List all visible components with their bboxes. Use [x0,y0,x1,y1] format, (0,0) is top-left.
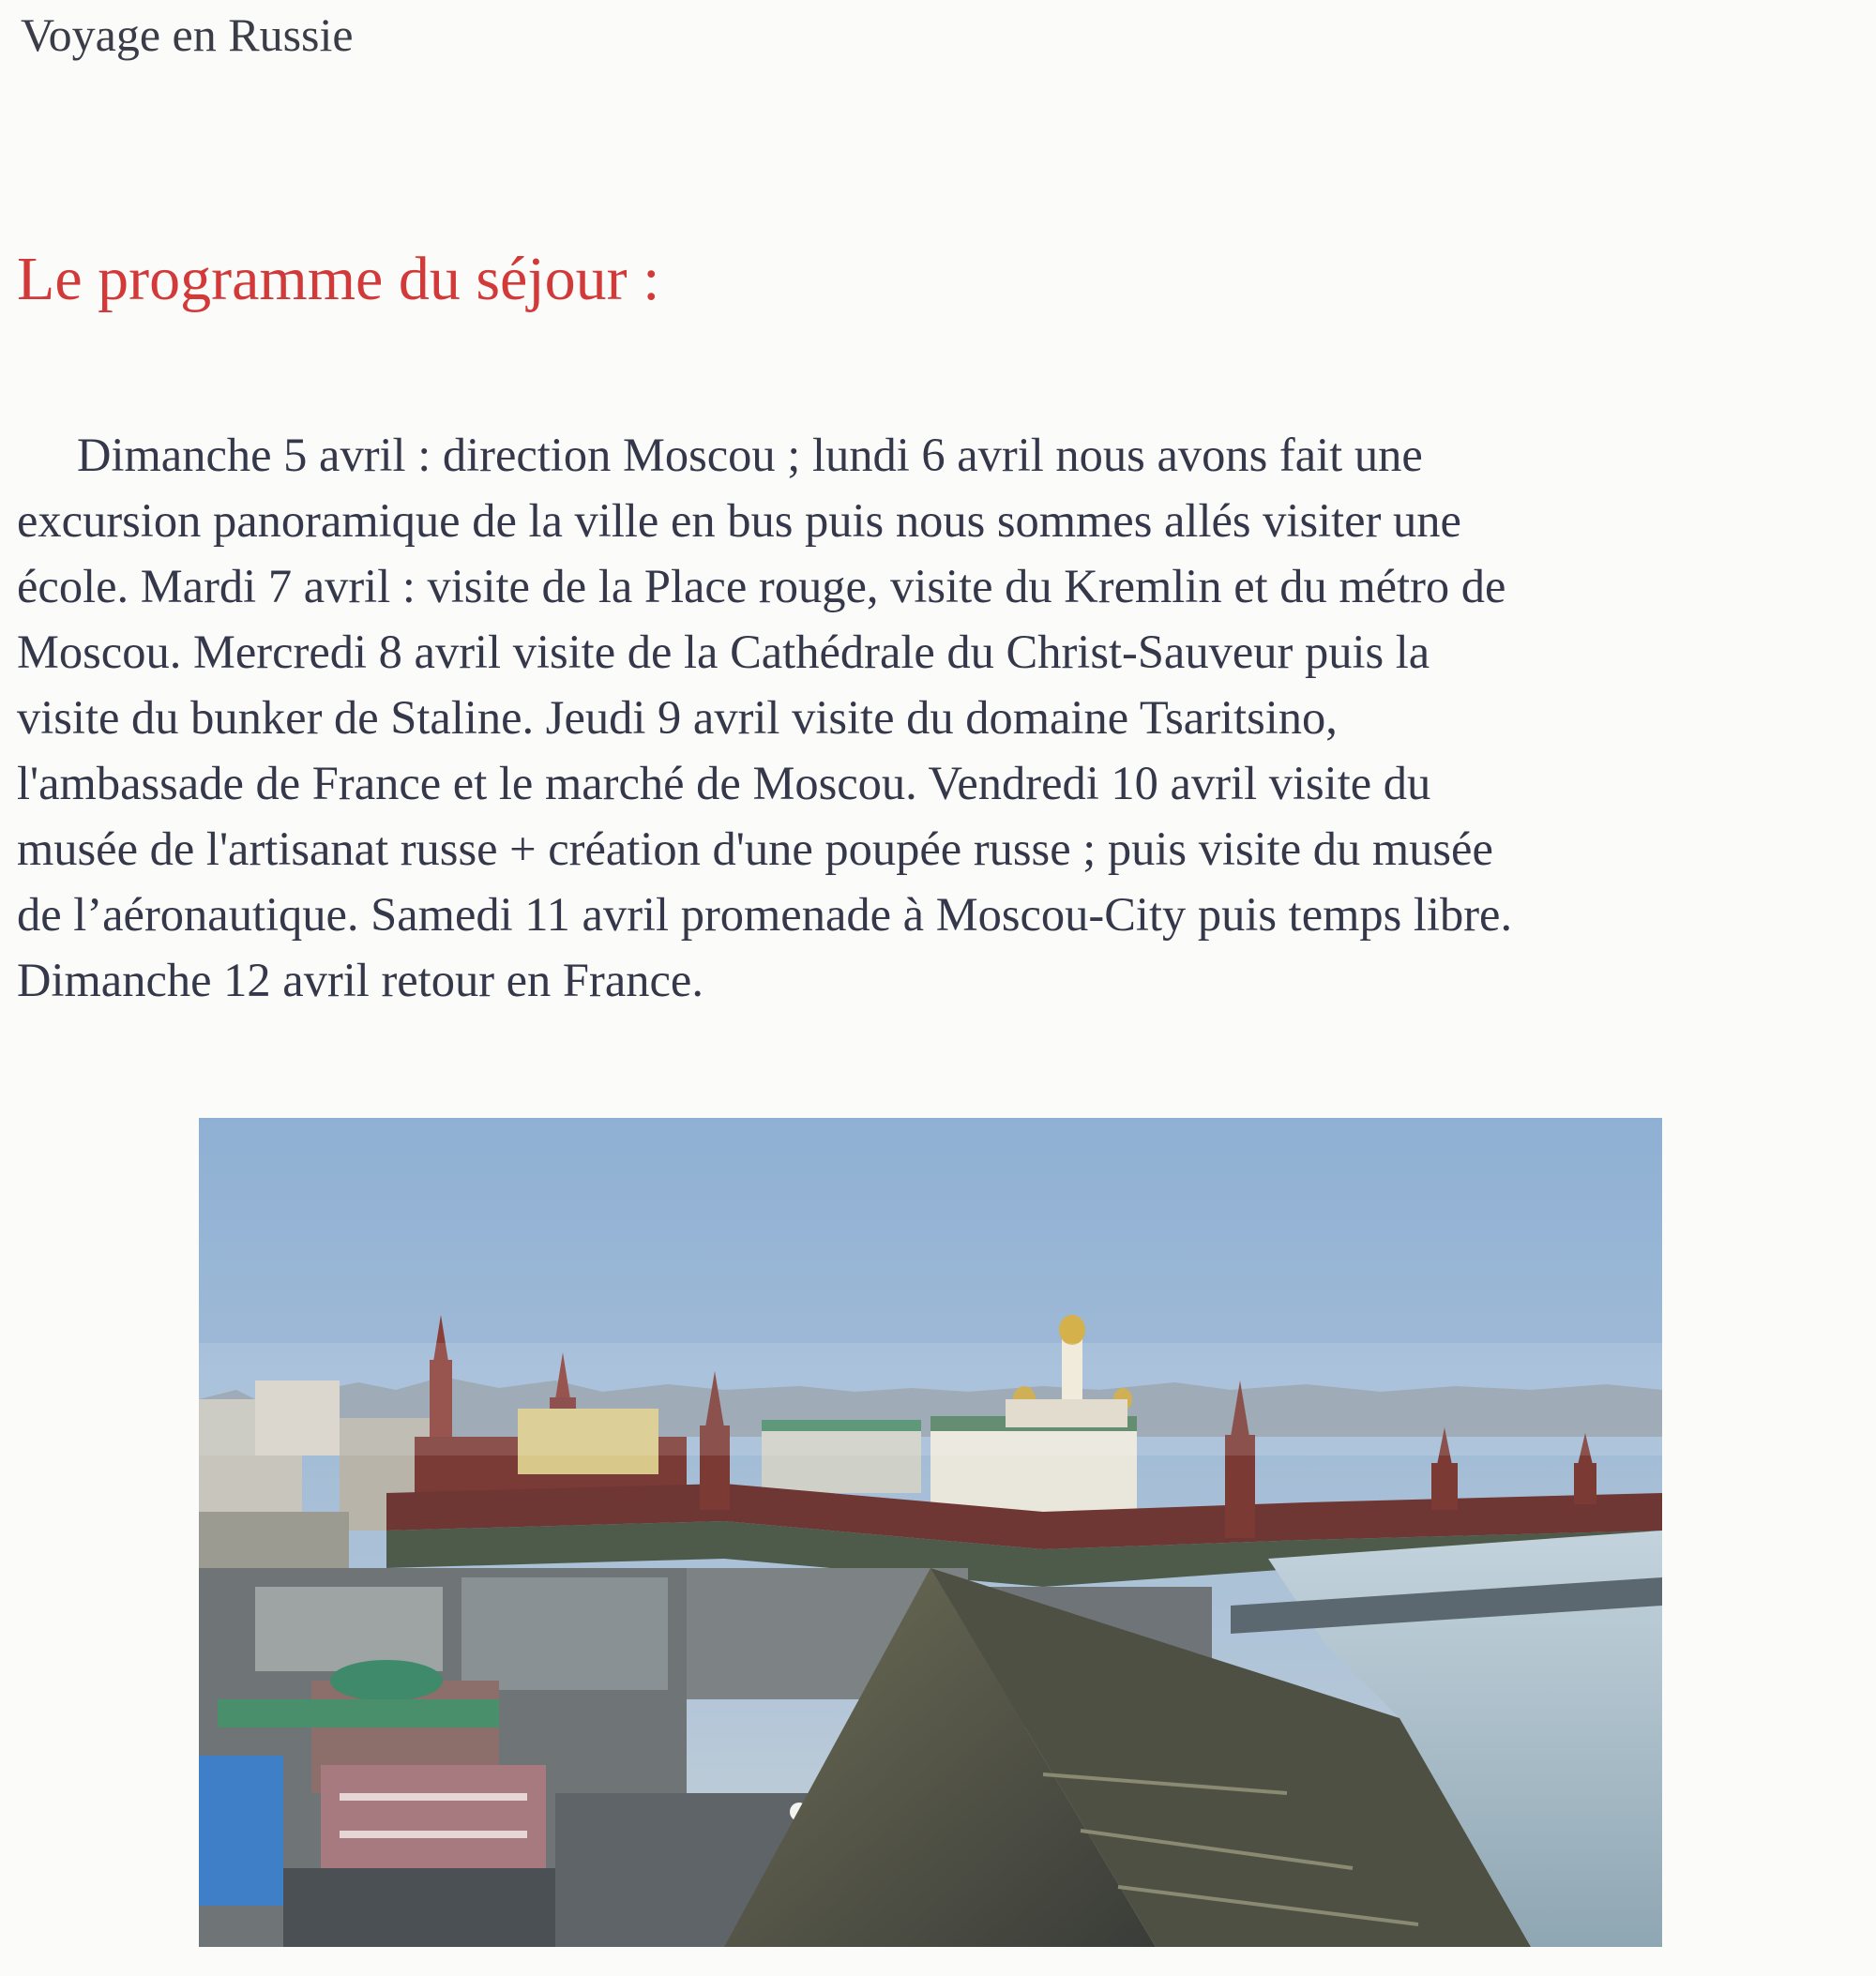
paragraph-line: visite du bunker de Staline. Jeudi 9 avril visite du domaine Tsaritsino, [17,691,1338,744]
pink-building [321,1765,546,1868]
paragraph-line: Dimanche 12 avril retour en France. [17,954,704,1006]
program-paragraph [17,422,1874,1013]
paragraph-line: l'ambassade de France et le marché de Moscou. Vendredi 10 avril visite du [17,757,1431,809]
window-row [340,1793,527,1801]
paragraph-line: Moscou. Mercredi 8 avril visite de la Cathédrale du Christ-Sauveur puis la [17,626,1430,678]
green-dome [330,1660,443,1701]
building [283,1868,555,1947]
blue-building [199,1756,283,1906]
window-row [340,1831,527,1838]
paragraph-line: école. Mardi 7 avril : visite de la Place rouge, visite du Kremlin et du métro de [17,560,1506,612]
building [461,1577,668,1690]
kremlin-panorama-illustration [199,1118,1662,1947]
haze [199,1343,1662,1456]
paragraph-line: musée de l'artisanat russe + création d'une poupée russe ; puis visite du musée [17,822,1493,875]
document-header: Voyage en Russie [21,8,354,61]
paragraph-line: Dimanche 5 avril : direction Moscou ; lundi 6 avril nous avons fait une [77,429,1423,481]
gold-dome [1059,1315,1085,1345]
paragraph-line: excursion panoramique de la ville en bus puis nous sommes allés visiter une [17,494,1461,547]
tower [1574,1463,1596,1504]
building [255,1587,443,1671]
section-title: Le programme du séjour : [17,245,660,313]
green-roof [218,1699,499,1727]
moscow-panorama-photo [199,1118,1662,1947]
paragraph-line: de l’aéronautique. Samedi 11 avril promenade à Moscou-City puis temps libre. [17,888,1513,941]
tower [1431,1463,1458,1510]
